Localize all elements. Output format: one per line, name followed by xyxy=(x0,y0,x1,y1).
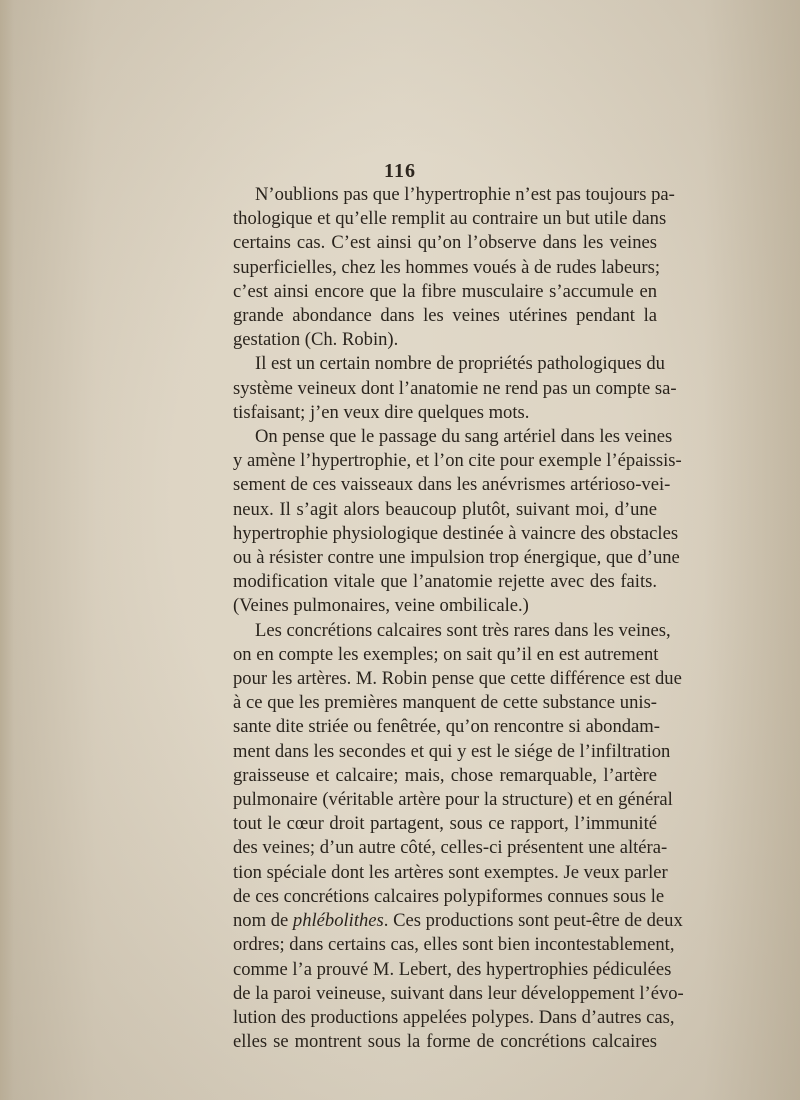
text-line-content: de ces concrétions calcaires polypiformes connues sous le xyxy=(233,885,665,907)
text-line xyxy=(233,691,657,715)
text-line-content: Il est un certain nombre de propriétés pathologiques du xyxy=(255,353,665,375)
text-line xyxy=(233,352,665,376)
text-line-content: on en compte les exemples; on sait qu’il en est autrement xyxy=(233,643,659,665)
body-text xyxy=(233,183,684,1054)
text-line-content: Les concrétions calcaires sont très rares dans les veines, xyxy=(255,619,671,641)
text-line xyxy=(233,377,677,401)
text-line xyxy=(233,401,657,425)
text-line xyxy=(233,473,671,497)
text-line-content: sante dite striée ou fenêtrée, qu’on rencontre si abondam- xyxy=(233,716,660,738)
text-line-content: y amène l’hypertrophie, et l’on cite pour exemple l’épaissis- xyxy=(233,450,682,472)
text-line xyxy=(233,885,665,909)
text-line-content: grande abondance dans les veines utérines pendant la xyxy=(233,305,657,327)
text-line xyxy=(233,982,684,1006)
text-line xyxy=(233,1030,657,1054)
text-line xyxy=(233,280,657,304)
text-line-content: à ce que les premières manquent de cette substance unis- xyxy=(233,692,657,714)
text-line-content: gestation (Ch. Robin). xyxy=(233,329,399,351)
text-line-content: de la paroi veineuse, suivant dans leur développement l’évo- xyxy=(233,982,684,1004)
text-line xyxy=(233,812,657,836)
text-line-content: tout le cœur droit partagent, sous ce rapport, l’immunité xyxy=(233,813,657,835)
text-line-content: superficielles, chez les hommes voués à de rudes labeurs; xyxy=(233,256,660,278)
text-line-content: pour les artères. M. Robin pense que cette différence est due xyxy=(233,668,682,690)
text-line xyxy=(233,909,683,933)
text-line xyxy=(233,861,668,885)
text-line xyxy=(233,619,671,643)
text-line-continuation: . Ces productions sont peut-être de deux xyxy=(383,910,683,932)
page-number: 116 xyxy=(384,160,416,182)
text-line-content: N’oublions pas que l’hypertrophie n’est pas toujours pa- xyxy=(255,184,675,205)
text-line-content: lution des productions appelées polypes. Dans d’autres cas, xyxy=(233,1006,675,1028)
text-line-content: ordres; dans certains cas, elles sont bien incontestablement, xyxy=(233,934,675,956)
text-line xyxy=(233,958,672,982)
text-line xyxy=(233,231,657,255)
text-line-content: ou à résister contre une impulsion trop énergique, que d’une xyxy=(233,547,680,569)
text-line-content: tisfaisant; j’en veux dire quelques mots. xyxy=(233,401,530,423)
text-line-content: thologique et qu’elle remplit au contraire un but utile dans xyxy=(233,208,667,230)
text-line-content: c’est ainsi encore que la fibre musculaire s’accumule en xyxy=(233,280,657,302)
text-line xyxy=(233,522,679,546)
italic-term: phlébolithes xyxy=(292,910,384,932)
text-line xyxy=(233,449,682,473)
text-line-content: neux. Il s’agit alors beaucoup plutôt, suivant moi, d’une xyxy=(233,498,657,520)
text-line-content: modification vitale que l’anatomie rejette avec des faits. xyxy=(233,571,657,593)
text-line xyxy=(233,498,657,522)
text-line xyxy=(233,836,668,860)
text-line-content: certains cas. C’est ainsi qu’on l’observe dans les veines xyxy=(233,232,657,254)
text-line xyxy=(233,594,657,618)
text-line xyxy=(233,715,660,739)
text-line-content: nom de xyxy=(233,910,293,932)
text-line xyxy=(233,425,673,449)
text-line-content: système veineux dont l’anatomie ne rend pas un compte sa- xyxy=(233,377,677,399)
text-line-content: hypertrophie physiologique destinée à vaincre des obstacles xyxy=(233,522,679,544)
text-line xyxy=(233,207,667,231)
text-line-content: elles se montrent sous la forme de concrétions calcaires xyxy=(233,1031,657,1053)
text-line xyxy=(233,667,682,691)
text-line xyxy=(233,740,671,764)
text-line-content: tion spéciale dont les artères sont exemptes. Je veux parler xyxy=(233,861,668,883)
text-line xyxy=(233,643,657,667)
text-line xyxy=(233,256,660,280)
text-line-content: (Veines pulmonaires, veine ombilicale.) xyxy=(233,595,529,617)
text-line xyxy=(233,764,657,788)
text-line xyxy=(233,1006,675,1030)
text-line xyxy=(233,328,657,352)
text-line-content: pulmonaire (véritable artère pour la structure) et en général xyxy=(233,789,673,811)
text-line xyxy=(233,570,657,594)
text-line xyxy=(233,933,675,957)
text-line xyxy=(233,183,675,207)
text-line-content: sement de ces vaisseaux dans les anévrismes artérioso-vei- xyxy=(233,474,671,496)
text-line-content: comme l’a prouvé M. Lebert, des hypertrophies pédiculées xyxy=(233,958,672,980)
text-line-content: graisseuse et calcaire; mais, chose remarquable, l’artère xyxy=(233,764,657,786)
text-line xyxy=(233,304,657,328)
text-line-content: On pense que le passage du sang artériel dans les veines xyxy=(255,426,673,448)
text-line xyxy=(233,788,673,812)
text-line-content: ment dans les secondes et qui y est le siége de l’infiltration xyxy=(233,740,671,762)
text-line-content: des veines; d’un autre côté, celles-ci présentent une altéra- xyxy=(233,837,668,859)
text-line xyxy=(233,546,680,570)
